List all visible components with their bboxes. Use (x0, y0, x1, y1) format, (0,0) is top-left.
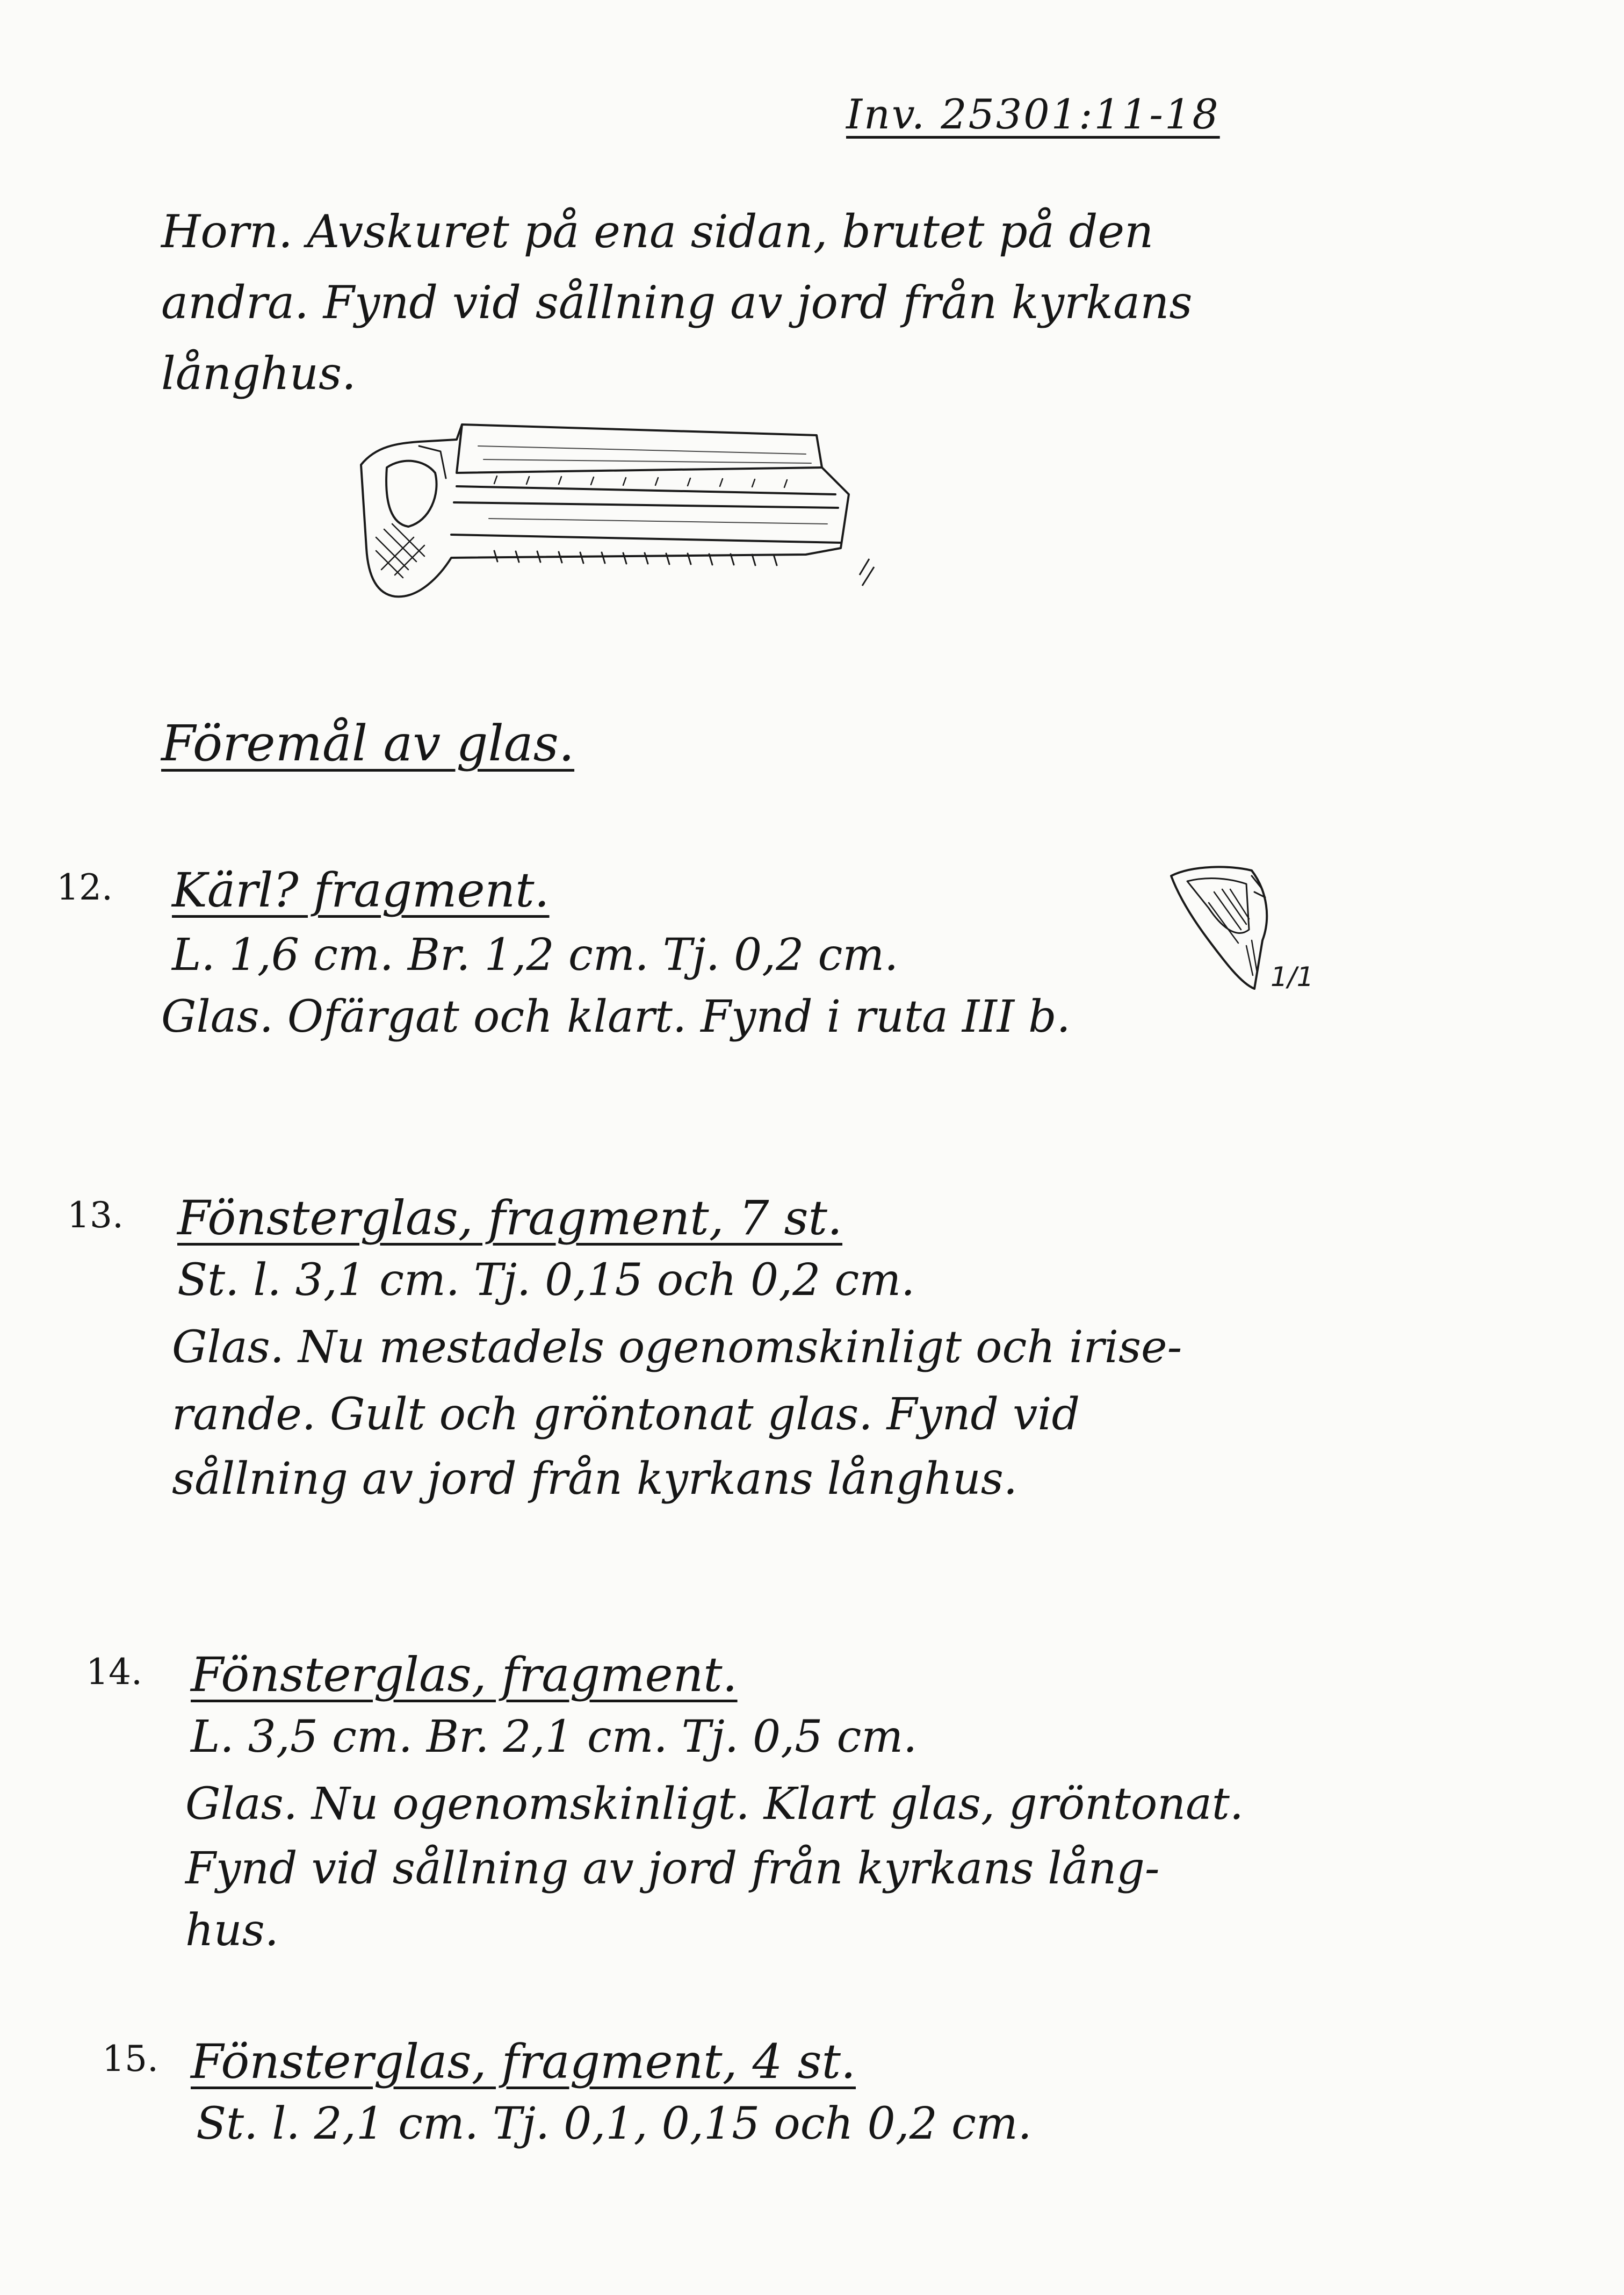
inventory-number: Inv. 25301:11-18 (846, 90, 1220, 138)
catalogue-entry-15 (102, 2034, 1338, 2174)
entry-line: rande. Gult och gröntonat glas. Fynd vid (172, 1389, 1080, 1440)
horn-description (161, 196, 1246, 409)
entry-line: St. l. 2,1 cm. Tj. 0,1, 0,15 och 0,2 cm. (196, 2098, 1032, 2149)
entry-line: Glas. Nu ogenomskinligt. Klart glas, gröntonat. (185, 1779, 1244, 1830)
entry-line: Glas. Ofärgat och klart. Fynd i ruta III b. (161, 991, 1071, 1042)
entry-title: Fönsterglas, fragment. (191, 1647, 738, 1702)
entry-number: 12. (56, 867, 113, 908)
entry-line: L. 1,6 cm. Br. 1,2 cm. Tj. 0,2 cm. (172, 930, 899, 981)
entry-title: Fönsterglas, fragment, 4 st. (191, 2034, 856, 2089)
entry-line: Fynd vid sållning av jord från kyrkans lång- (185, 1843, 1160, 1894)
catalogue-entry-12 (56, 862, 1292, 1040)
intro-line: långhus. (161, 347, 356, 400)
glass-fragment-sketch (1160, 860, 1314, 1010)
catalogue-entry-13 (67, 1190, 1303, 1513)
intro-line: Horn. Avskuret på ena sidan, brutet på den (161, 205, 1154, 258)
horn-fragment-sketch (355, 414, 881, 607)
intro-line: andra. Fynd vid sållning av jord från kyrkans (161, 276, 1193, 329)
entry-line: sållning av jord från kyrkans långhus. (172, 1454, 1017, 1505)
catalogue-entry-14 (86, 1647, 1322, 1969)
entry-line: L. 3,5 cm. Br. 2,1 cm. Tj. 0,5 cm. (191, 1711, 918, 1762)
entry-number: 13. (67, 1195, 124, 1236)
entry-number: 15. (102, 2038, 158, 2080)
entry-title: Fönsterglas, fragment, 7 st. (177, 1190, 843, 1246)
glass-fragment-scale: 1/1 (1271, 961, 1314, 992)
section-title-glass-objects: Föremål av glas. (161, 715, 575, 772)
entry-title: Kärl? fragment. (172, 862, 550, 918)
entry-line: St. l. 3,1 cm. Tj. 0,15 och 0,2 cm. (177, 1255, 915, 1306)
entry-line: hus. (185, 1905, 279, 1956)
entry-number: 14. (86, 1651, 142, 1693)
entry-line: Glas. Nu mestadels ogenomskinligt och irise- (172, 1322, 1182, 1373)
